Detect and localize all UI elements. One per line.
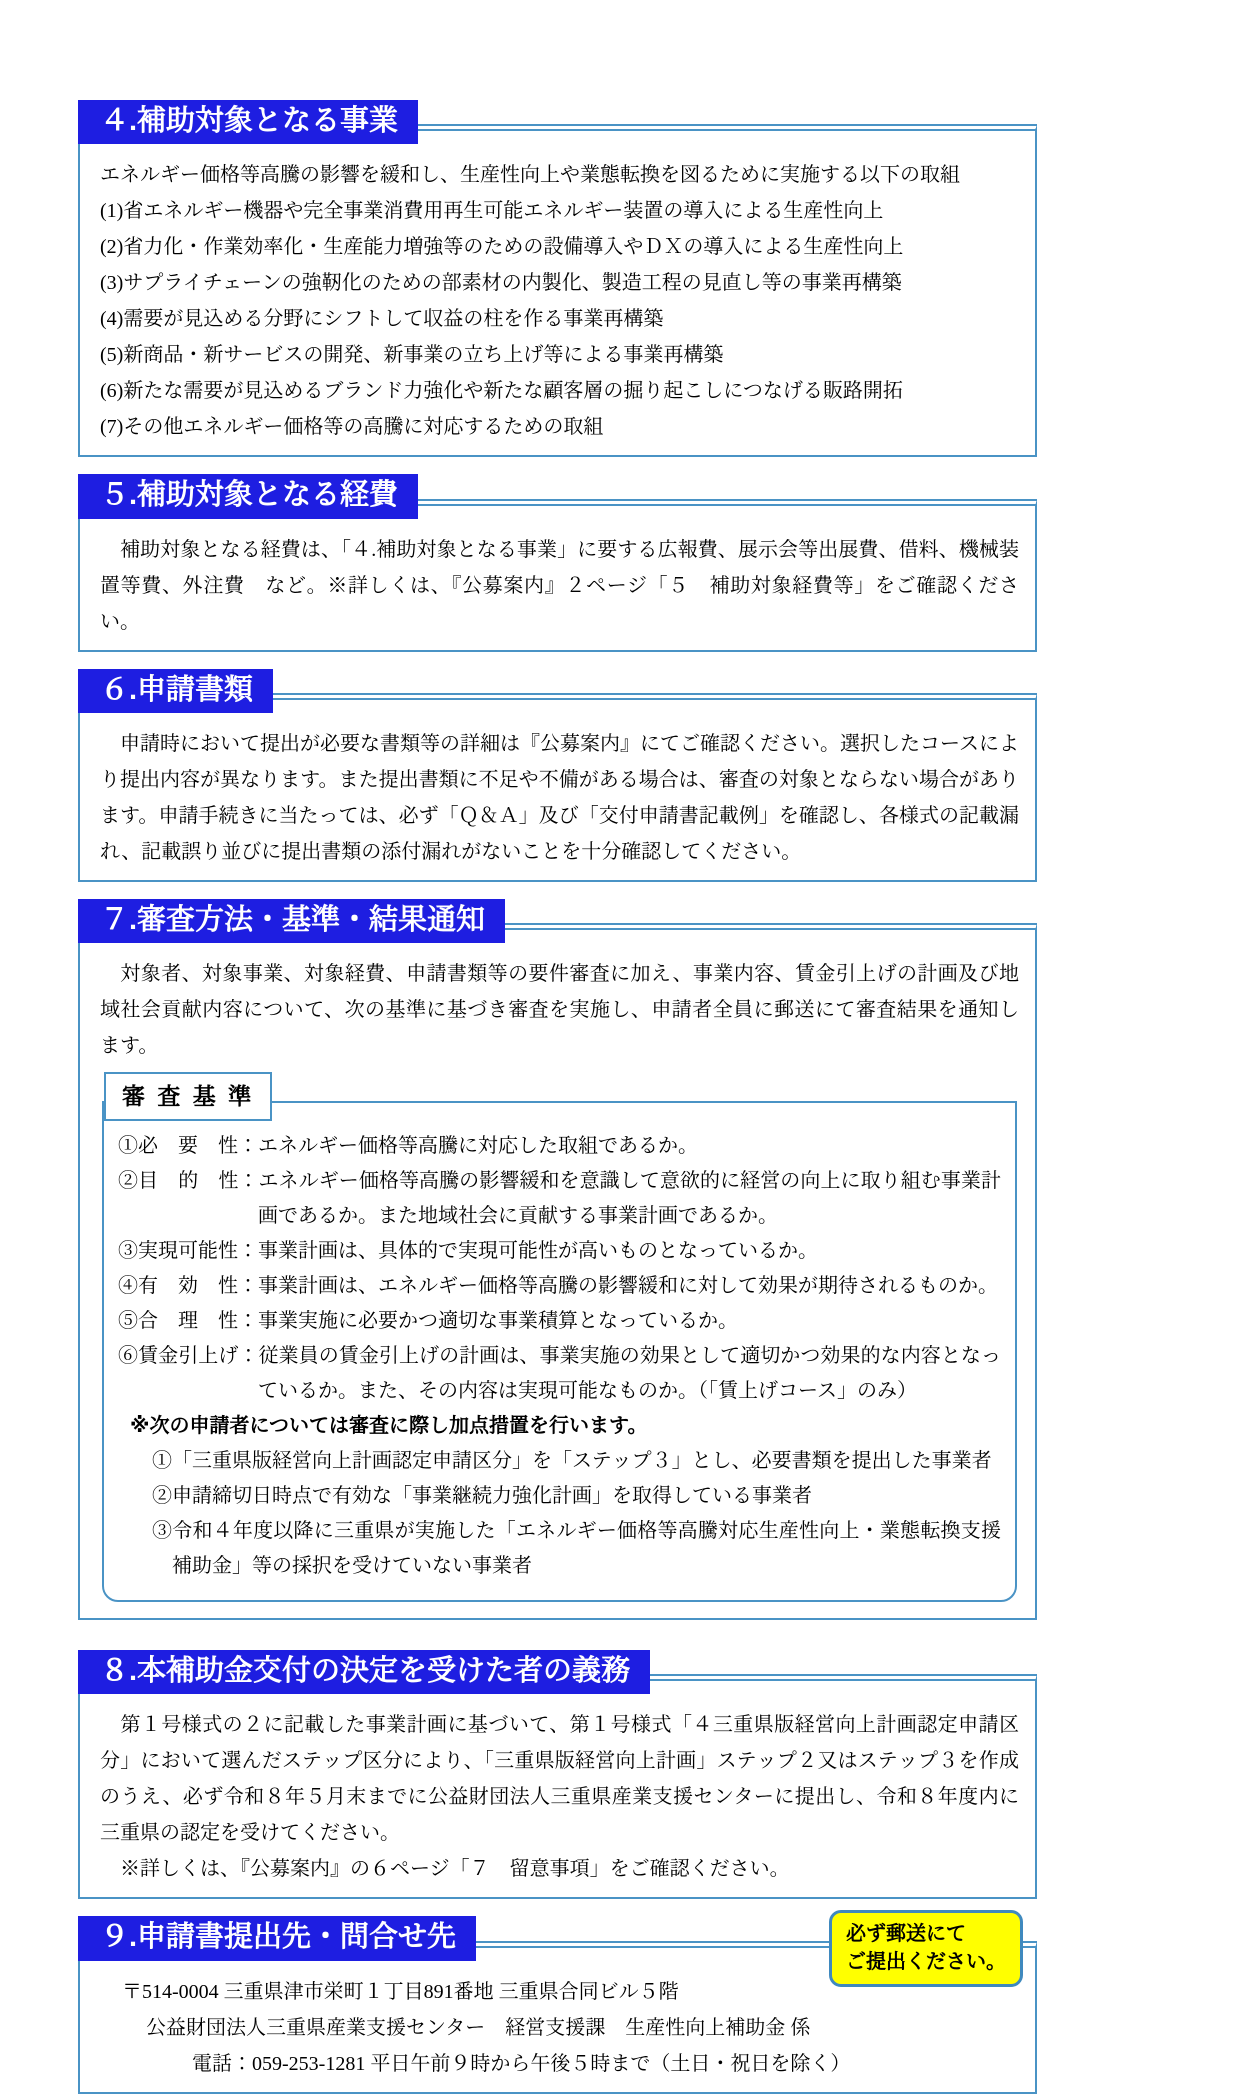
criteria-panel-label: 審 査 基 準	[104, 1072, 272, 1121]
contact-phone: 電話：059-253-1281 平日午前９時から午後５時まで（土日・祝日を除く）	[192, 2052, 851, 2075]
section-8	[78, 1650, 1037, 1899]
criteria-item: ④有 効 性：事業計画は、エネルギー価格等高騰の影響緩和に対して効果が期待されるものか。	[118, 1275, 998, 1297]
mail-submission-badge-line1: 必ず郵送にて	[846, 1923, 966, 1946]
criteria-panel-body	[102, 1101, 1017, 1602]
section-4-item: (2)省力化・作業効率化・生産能力増強等のための設備導入やＤＸの導入による生産性向上	[100, 236, 904, 259]
section-4-item: (3)サプライチェーンの強靭化のための部素材の内製化、製造工程の見直し等の事業再構築	[100, 272, 902, 295]
section-6-body	[78, 693, 1037, 882]
section-8-body	[78, 1674, 1037, 1899]
section-7-intro: 対象者、対象事業、対象経費、申請書類等の要件審査に加え、事業内容、賃金引上げの計画及び地域社会貢献内容について、次の基準に基づき審査を実施し、申請者全員に郵送にて審査結果を通知します。	[100, 963, 1019, 1057]
section-6-paragraph: 申請時において提出が必要な書類等の詳細は『公募案内』にてご確認ください。選択したコースにより提出内容が異なります。また提出書類に不足や不備がある場合は、審査の対象とならない場合があります。申請手続きに当たっては、必ず「Ｑ＆Ａ」及び「交付申請書記載例」を確認し、各様式の記載漏れ、記載誤り並びに提出書類の添付漏れがないことを十分確認してください。	[100, 732, 1019, 863]
criteria-item: ①必 要 性：エネルギー価格等高騰に対応した取組であるか。	[118, 1135, 698, 1157]
section-4-item: (1)省エネルギー機器や完全事業消費用再生可能エネルギー装置の導入による生産性向上	[100, 200, 884, 223]
contact-organization: 公益財団法人三重県産業支援センター 経営支援課 生産性向上補助金 係	[146, 2016, 811, 2039]
section-7	[78, 899, 1037, 1620]
section-8-paragraph: 第１号様式の２に記載した事業計画に基づいて、第１号様式「４三重県版経営向上計画認定申請区分」において選んだステップ区分により、「三重県版経営向上計画」ステップ２又はステップ３を作成のうえ、必ず令和８年５月末までに公益財団法人三重県産業支援センターに提出し、令和８年度内に三重県の認定を受けてください。	[100, 1714, 1019, 1845]
criteria-panel	[102, 1072, 1017, 1602]
contact-address: 〒514-0004 三重県津市栄町１丁目891番地 三重県合同ビル５階	[122, 1980, 679, 2003]
section-4-item: (4)需要が見込める分野にシフトして収益の柱を作る事業再構築	[100, 308, 664, 331]
section-4-item: (6)新たな需要が見込めるブランド力強化や新たな顧客層の掘り起こしにつなげる販路開拓	[100, 380, 903, 403]
section-4-intro: エネルギー価格等高騰の影響を緩和し、生産性向上や業態転換を図るために実施する以下の取組	[100, 164, 960, 187]
section-6-header: ６.申請書類	[78, 669, 273, 713]
section-5-paragraph: 補助対象となる経費は、「４.補助対象となる事業」に要する広報費、展示会等出展費、借料、機械装置等費、外注費 など。※詳しくは、『公募案内』２ページ「５ 補助対象経費等」をご確認ください。	[100, 538, 1019, 633]
section-7-body	[78, 923, 1037, 1620]
bonus-item: ③令和４年度以降に三重県が実施した「エネルギー価格等高騰対応生産性向上・業態転換支援補助金」等の採択を受けていない事業者	[152, 1520, 1001, 1577]
criteria-item: ⑥賃金引上げ：従業員の賃金引上げの計画は、事業実施の効果として適切かつ効果的な内容となっているか。また、その内容は実現可能なものか。（「賃上げコース」のみ）	[118, 1345, 1001, 1402]
section-9	[78, 1916, 1037, 2093]
section-5-header: ５.補助対象となる経費	[78, 474, 418, 518]
section-9-header: ９.申請書提出先・問合せ先	[78, 1916, 476, 1960]
section-4-item: (7)その他エネルギー価格等の高騰に対応するための取組	[100, 416, 604, 439]
bonus-item: ②申請締切日時点で有効な「事業継続力強化計画」を取得している事業者	[152, 1485, 812, 1507]
mail-submission-badge	[829, 1910, 1023, 1987]
section-8-note: ※詳しくは、『公募案内』の６ページ「７ 留意事項」をご確認ください。	[100, 1858, 790, 1881]
section-4-item: (5)新商品・新サービスの開発、新事業の立ち上げ等による事業再構築	[100, 344, 724, 367]
criteria-item: ⑤合 理 性：事業実施に必要かつ適切な事業積算となっているか。	[118, 1310, 738, 1332]
criteria-item: ②目 的 性：エネルギー価格等高騰の影響緩和を意識して意欲的に経営の向上に取り組む事業計画であるか。また地域社会に貢献する事業計画であるか。	[118, 1170, 1001, 1227]
section-6	[78, 669, 1037, 882]
bonus-item: ①「三重県版経営向上計画認定申請区分」を「ステップ３」とし、必要書類を提出した事業者	[152, 1450, 992, 1472]
section-4	[78, 100, 1037, 457]
section-8-header: ８.本補助金交付の決定を受けた者の義務	[78, 1650, 650, 1694]
section-7-header: ７.審査方法・基準・結果通知	[78, 899, 505, 943]
section-4-body	[78, 124, 1037, 457]
bonus-note-title: ※次の申請者については審査に際し加点措置を行います。	[130, 1415, 648, 1437]
section-5	[78, 474, 1037, 651]
criteria-item: ③実現可能性：事業計画は、具体的で実現可能性が高いものとなっているか。	[118, 1240, 818, 1262]
mail-submission-badge-line2: ご提出ください。	[846, 1951, 1006, 1974]
section-5-body	[78, 499, 1037, 652]
section-4-header: ４.補助対象となる事業	[78, 100, 418, 144]
